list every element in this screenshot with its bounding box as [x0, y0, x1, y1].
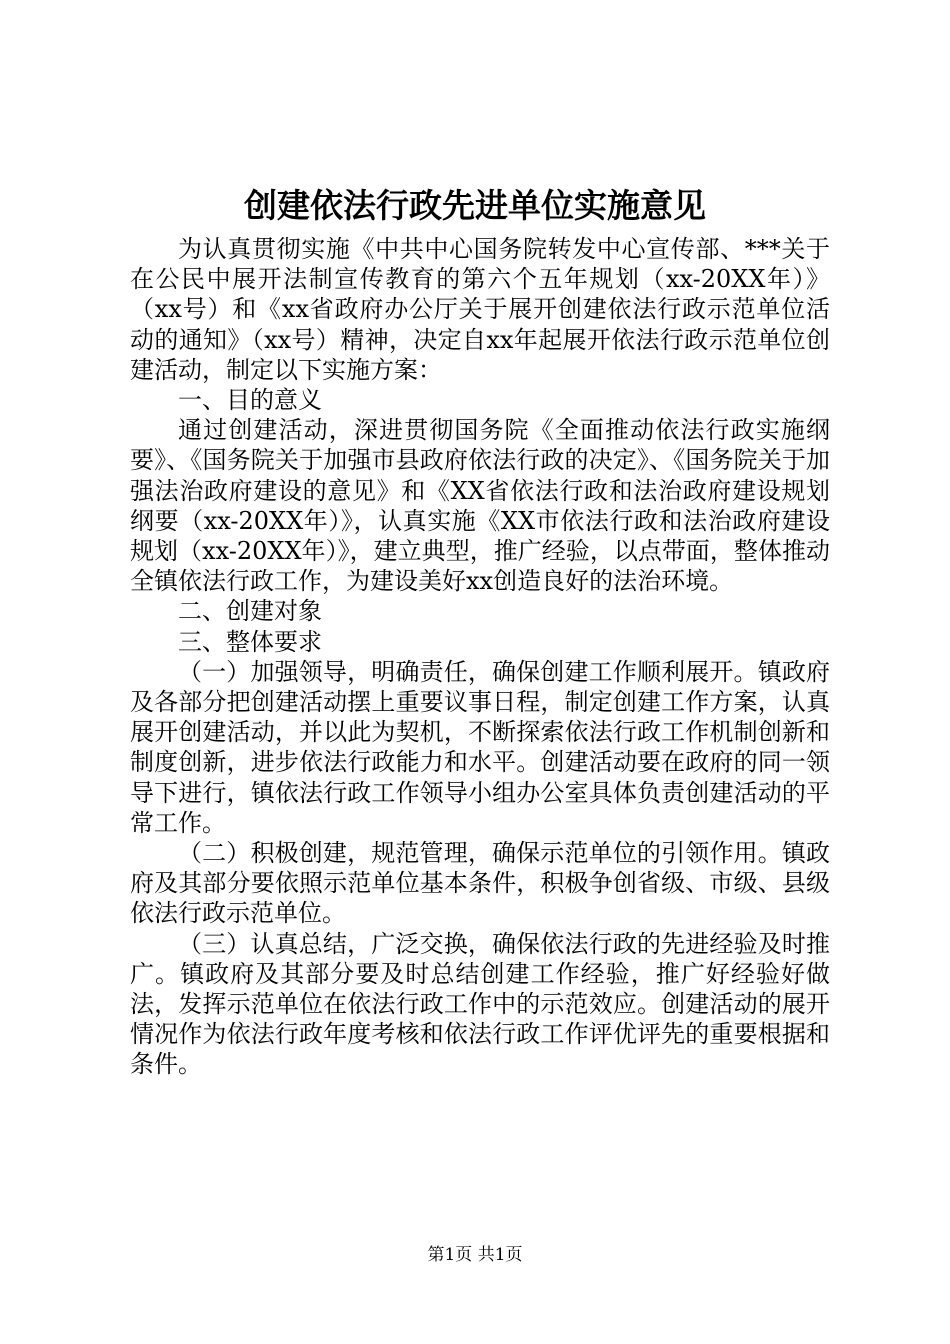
heading-purpose: 一、目的意义	[178, 386, 322, 415]
paragraph-requirement-2: （二）积极创建，规范管理，确保示范单位的引领作用。镇政府及其部分要依照示范单位基本条件，积极争创省级、市级、县级依法行政示范单位。	[130, 839, 830, 928]
document-title: 创建依法行政先进单位实施意见	[244, 186, 706, 225]
page-footer: 第1页 共1页	[427, 1245, 523, 1265]
paragraph-requirement-3: （三）认真总结，广泛交换，确保依法行政的先进经验及时推广。镇政府及其部分要及时总结创建工作经验，推广好经验好做法，发挥示范单位在依法行政工作中的示范效应。创建活动的展开情况作为依法行政年度考核和依法行政工作评优评先的重要根据和条件。	[130, 929, 830, 1079]
document-body	[130, 234, 830, 1080]
heading-requirements: 三、整体要求	[178, 627, 322, 656]
heading-targets: 二、创建对象	[178, 597, 322, 626]
paragraph-purpose: 通过创建活动，深进贯彻国务院《全面推动依法行政实施纲要》、《国务院关于加强市县政府依法行政的决定》、《国务院关于加强法治政府建设的意见》和《XX省依法行政和法治政府建设规划纲要（xx-20XX年）》，认真实施《XX市依法行政和法治政府建设规划（xx-20XX年）》，建立典型，推广经验，以点带面，整体推动全镇依法行政工作，为建设美好xx创造良好的法治环境。	[130, 416, 830, 596]
paragraph-requirement-1: （一）加强领导，明确责任，确保创建工作顺利展开。镇政府及各部分把创建活动摆上重要议事日程，制定创建工作方案，认真展开创建活动，并以此为契机，不断探索依法行政工作机制创新和制度创新，进步依法行政能力和水平。创建活动要在政府的同一领导下进行，镇依法行政工作领导小组办公室具体负责创建活动的平常工作。	[130, 657, 830, 837]
paragraph-intro: 为认真贯彻实施《中共中心国务院转发中心宣传部、***关于在公民中展开法制宣传教育的第六个五年规划（xx-20XX年）》（xx号）和《xx省政府办公厅关于展开创建依法行政示范单位活动的通知》（xx号）精神，决定自xx年起展开依法行政示范单位创建活动，制定以下实施方案：	[130, 235, 830, 384]
